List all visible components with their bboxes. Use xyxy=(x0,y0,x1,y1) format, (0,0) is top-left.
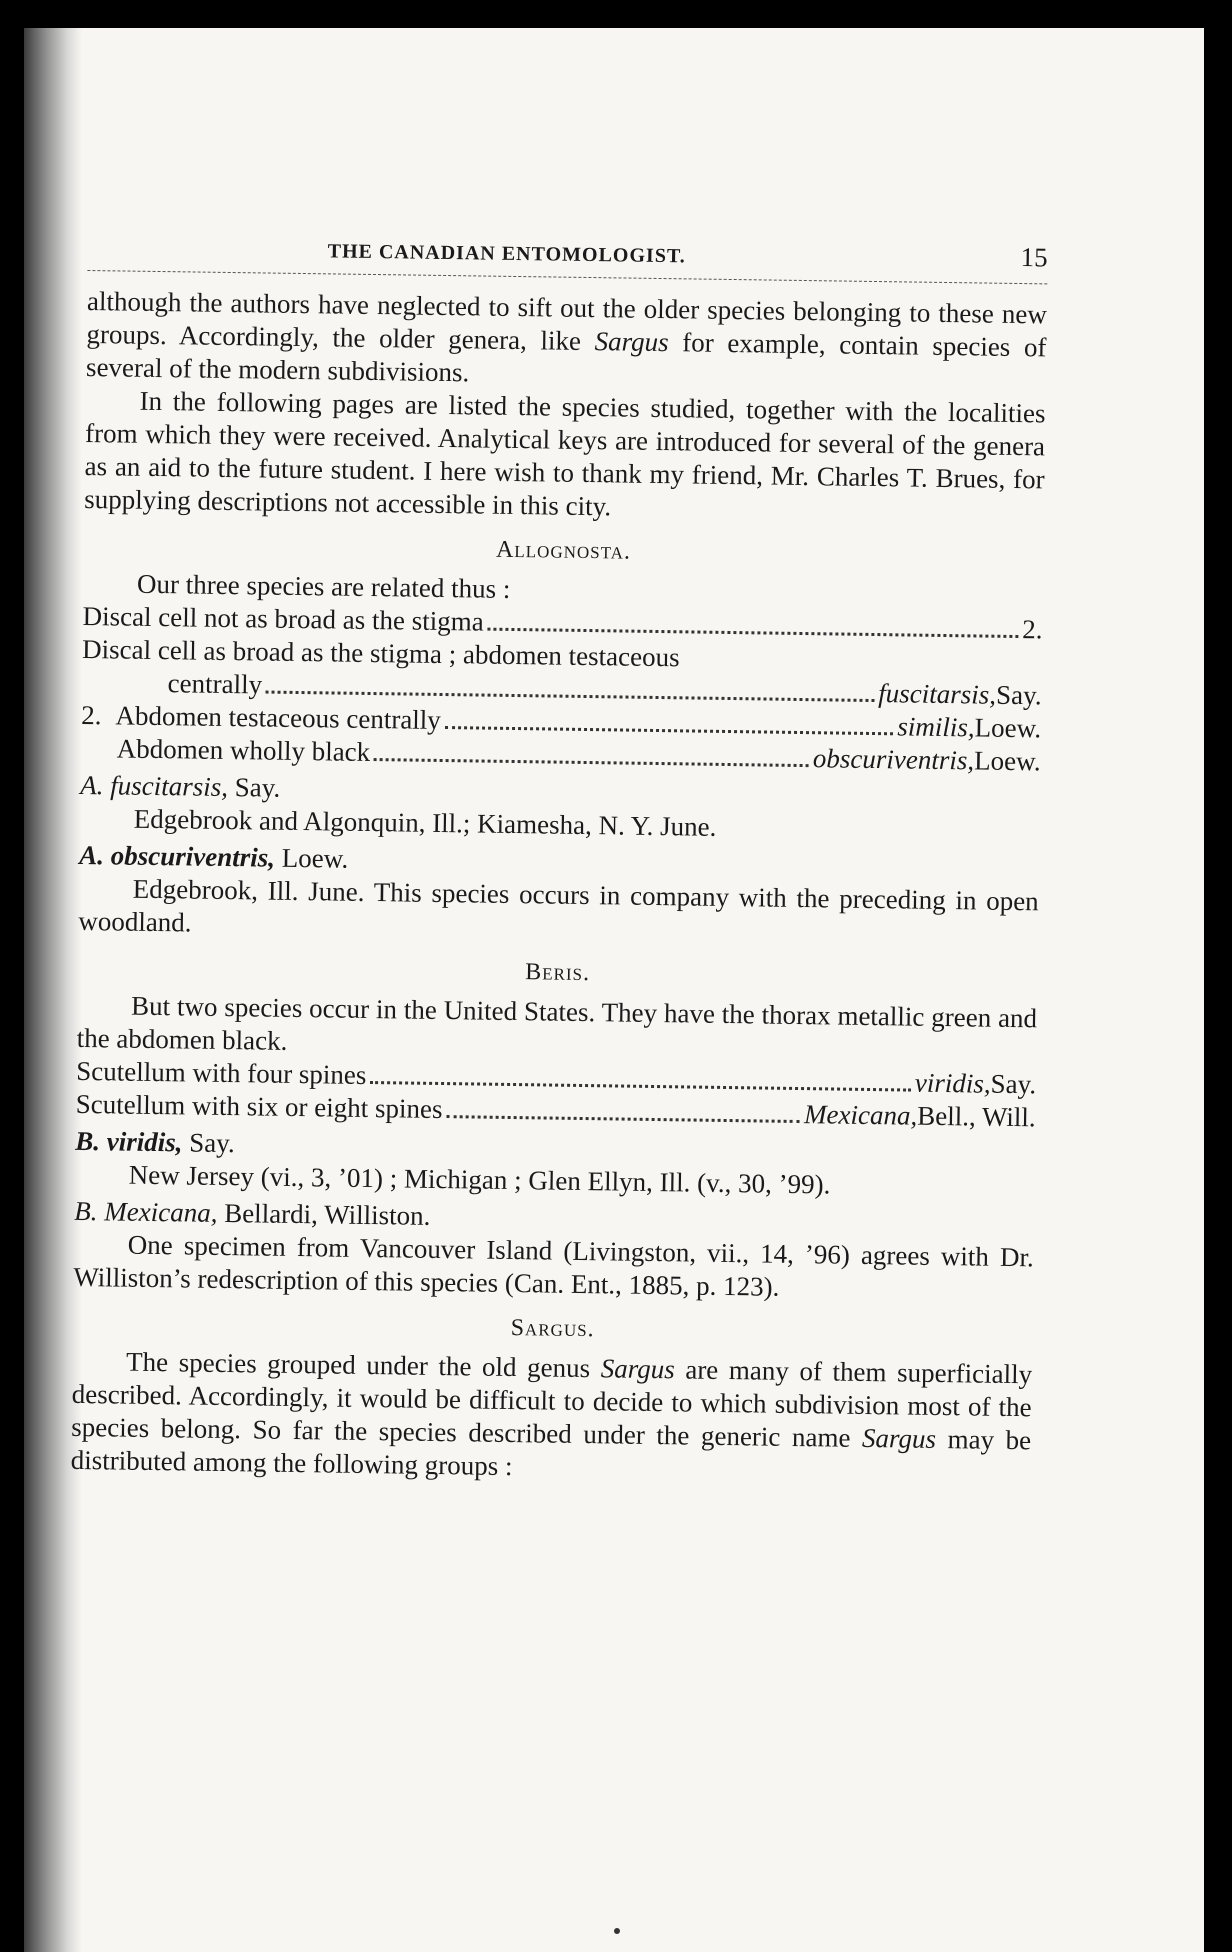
species-locality: New Jersey (vi., 3, ’01) ; Michigan ; Glen Ellyn, Ill. (v., 30, ’99). xyxy=(128,1159,831,1200)
section-title-allognosta: Allognosta. xyxy=(495,536,632,565)
beris-intro: But two species occur in the United States. They have the thorax metallic green and the abdomen black. xyxy=(76,990,1038,1056)
sargus-paragraph: The species grouped under the old genus Sargus are many of them superficially described. Accordingly, it would be difficult to decide to which subdivision most of the species belong. So far the species described under the generic name Sargus may be distributed among the following groups : xyxy=(70,1346,1033,1482)
page-speck xyxy=(614,1928,620,1934)
page-content xyxy=(71,228,1048,1490)
section-title-beris: Beris. xyxy=(525,959,591,987)
species-heading: B. Mexicana, Bellardi, Williston. xyxy=(74,1195,431,1231)
page-header xyxy=(87,228,1048,284)
allognosta-intro: Our three species are related thus : xyxy=(136,568,511,604)
key-row: Discal cell as broad as the stigma ; abdomen testaceous xyxy=(81,633,680,673)
species-heading: A. fuscitarsis, Say. xyxy=(80,769,281,803)
section-title-sargus: Sargus. xyxy=(510,1315,595,1343)
intro-paragraph-2: In the following pages are listed the species studied, together with the localities from which they were received. Analytical keys are introduced for several of the genera as an aid to the future student. I here wish to thank my friend, Mr. Charles T. Brues, for supplying descriptions not accessible in this city. xyxy=(84,385,1046,522)
key-row: Scutellum with four spines viridis, Say. xyxy=(76,1055,1037,1100)
key-row: centrally fuscitarsis, Say. xyxy=(167,668,1042,711)
running-head: THE CANADIAN ENTOMOLOGIST. xyxy=(327,240,686,268)
spine-shadow xyxy=(24,28,82,1952)
book-page xyxy=(24,28,1204,1952)
species-heading: B. viridis, Say. xyxy=(75,1125,235,1159)
key-row: Discal cell not as broad as the stigma 2. xyxy=(82,600,1043,645)
intro-paragraph-1: although the authors have neglected to sift out the older species belonging to these new groups. Accordingly, the older genera, like Sargus for example, contain species of several of the modern subdivisions. xyxy=(85,285,1048,388)
species-locality: Edgebrook, Ill. June. This species occurs in company with the preceding in open woodland. xyxy=(78,873,1039,938)
species-locality: Edgebrook and Algonquin, Ill.; Kiamesha, N. Y. June. xyxy=(133,803,717,842)
species-locality: One specimen from Vancouver Island (Livingston, vii., 14, ’96) agrees with Dr. Williston’s redescription of this species (Can. Ent., 1885, p. 123). xyxy=(73,1229,1034,1302)
page-number: 15 xyxy=(1020,242,1048,273)
key-row: 2. Abdomen testaceous centrally similis, Loew. xyxy=(80,699,1042,744)
key-row: Abdomen wholly black obscuriventris, Loew. xyxy=(116,733,1041,777)
species-heading: A. obscuriventris, Loew. xyxy=(79,839,349,874)
key-row: Scutellum with six or eight spines Mexicana, Bell., Will. xyxy=(75,1088,1036,1133)
